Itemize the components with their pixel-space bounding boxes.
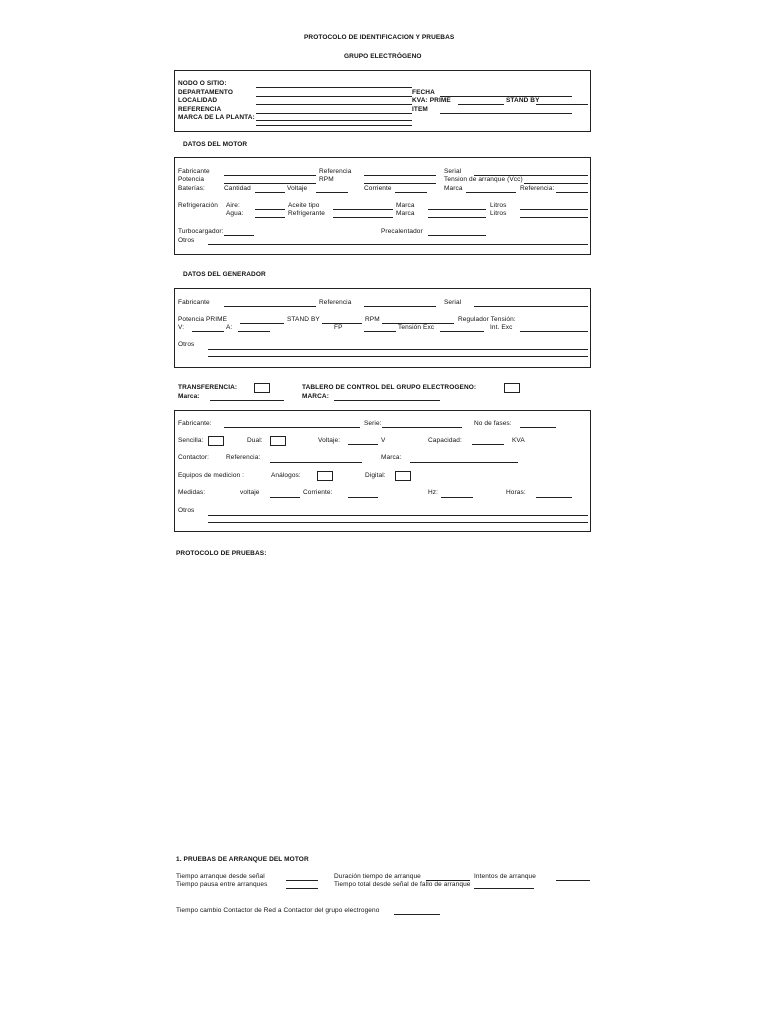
motor-refrigerante-field[interactable] xyxy=(333,217,393,218)
departamento-field[interactable] xyxy=(256,96,412,97)
motor-potencia-label: Potencia xyxy=(178,176,205,183)
page-title: PROTOCOLO DE IDENTIFICACION Y PRUEBAS xyxy=(304,34,455,41)
motor-turbocargador-field[interactable] xyxy=(224,235,254,236)
tr-fabricante-field[interactable] xyxy=(224,427,360,428)
marca-planta-field[interactable] xyxy=(256,120,412,121)
tablero-marca-field[interactable] xyxy=(334,400,440,401)
tr-referencia-label: Referencia: xyxy=(226,454,261,461)
pruebas-arranque-title: 1. PRUEBAS DE ARRANQUE DEL MOTOR xyxy=(176,856,309,863)
transferencia-checkbox[interactable] xyxy=(254,383,270,393)
gen-otros-label: Otros xyxy=(178,341,195,348)
tr-sencilla-label: Sencilla: xyxy=(178,437,204,444)
localidad-field[interactable] xyxy=(256,104,412,105)
gen-rpm-label: RPM xyxy=(365,316,380,323)
gen-int-exc-label: Int. Exc xyxy=(490,324,513,331)
motor-potencia-field[interactable] xyxy=(224,183,316,184)
gen-referencia-label: Referencia xyxy=(319,299,352,306)
motor-tension-arranque-field[interactable] xyxy=(524,183,588,184)
tr-horas-field[interactable] xyxy=(536,497,572,498)
gen-v-field[interactable] xyxy=(192,331,224,332)
motor-litros-a-label: Litros xyxy=(490,202,507,209)
page-subtitle: GRUPO ELECTRÓGENO xyxy=(344,53,422,60)
motor-referencia2-label: Referencia: xyxy=(520,185,555,192)
nodo-label: NODO O SITIO: xyxy=(178,80,227,87)
gen-int-exc-field[interactable] xyxy=(520,331,588,332)
tr-kva-unit: KVA xyxy=(512,437,525,444)
tiempo-cambio-label: Tiempo cambio Contactor de Red a Contactor del grupo electrogeno xyxy=(176,907,380,914)
tr-analogos-checkbox[interactable] xyxy=(317,471,333,481)
motor-baterias-label: Baterías: xyxy=(178,185,205,192)
tr-serie-field[interactable] xyxy=(382,427,462,428)
motor-aceite-tipo-field[interactable] xyxy=(333,209,393,210)
tr-v-unit: V xyxy=(381,437,386,444)
tablero-label: TABLERO DE CONTROL DEL GRUPO ELECTROGENO: xyxy=(302,384,477,391)
tiempo-total-label: Tiempo total desde señal de fallo de arranque xyxy=(334,881,471,888)
motor-fabricante-label: Fabricante xyxy=(178,168,210,175)
motor-rpm-label: RPM xyxy=(319,176,334,183)
gen-tension-exc-label: Tensión Exc xyxy=(398,324,435,331)
motor-tension-arranque-label: Tension de arranque (Vcc) xyxy=(444,176,523,183)
motor-litros-b-field[interactable] xyxy=(520,217,588,218)
gen-stand-by-label: STAND BY xyxy=(287,316,320,323)
tr-marca-label: Marca: xyxy=(381,454,402,461)
marca-planta-field-2[interactable] xyxy=(256,125,412,126)
motor-litros-b-label: Litros xyxy=(490,210,507,217)
tr-marca-field[interactable] xyxy=(410,462,518,463)
tr-dual-checkbox[interactable] xyxy=(270,436,286,446)
transferencia-marca-label: Marca: xyxy=(178,393,200,400)
tr-referencia-field[interactable] xyxy=(270,462,362,463)
motor-referencia-field[interactable] xyxy=(364,175,436,176)
motor-marca-label: Marca xyxy=(444,185,463,192)
gen-fp-label: FP xyxy=(334,324,343,331)
motor-corriente-field[interactable] xyxy=(395,192,427,193)
intentos-field[interactable] xyxy=(556,880,590,881)
motor-aceite-tipo-label: Aceite tipo xyxy=(288,202,320,209)
gen-fabricante-label: Fabricante xyxy=(178,299,210,306)
tr-digital-checkbox[interactable] xyxy=(395,471,411,481)
item-label: ITEM xyxy=(412,106,428,113)
tr-otros-field-1[interactable] xyxy=(208,515,588,516)
tr-voltaje-label: Voltaje: xyxy=(318,437,341,444)
tr-corriente-label: Corriente: xyxy=(303,489,333,496)
motor-otros-field[interactable] xyxy=(208,244,588,245)
tr-analogos-label: Análogos: xyxy=(271,472,301,479)
gen-fp-field[interactable] xyxy=(364,331,396,332)
motor-serial-label: Serial xyxy=(444,168,462,175)
item-field[interactable] xyxy=(440,113,572,114)
motor-referencia2-field[interactable] xyxy=(556,192,588,193)
motor-marca-b-field[interactable] xyxy=(428,217,486,218)
motor-corriente-label: Corriente xyxy=(364,185,392,192)
motor-agua-field[interactable] xyxy=(255,217,285,218)
localidad-label: LOCALIDAD xyxy=(178,97,218,104)
motor-precalentador-field[interactable] xyxy=(428,235,486,236)
motor-litros-a-field[interactable] xyxy=(520,209,588,210)
motor-precalentador-label: Precalentador xyxy=(381,228,423,235)
tr-hz-field[interactable] xyxy=(441,497,473,498)
motor-marca-a-field[interactable] xyxy=(428,209,486,210)
motor-section-title: DATOS DEL MOTOR xyxy=(183,141,248,148)
generador-section-title: DATOS DEL GENERADOR xyxy=(183,271,266,278)
tablero-checkbox[interactable] xyxy=(504,383,520,393)
gen-potencia-prime-field[interactable] xyxy=(240,323,284,324)
gen-otros-field-2[interactable] xyxy=(208,356,588,357)
tr-no-fases-field[interactable] xyxy=(520,427,556,428)
tr-capacidad-field[interactable] xyxy=(472,444,504,445)
gen-serial-field[interactable] xyxy=(474,306,588,307)
tiempo-arranque-label: Tiempo arranque desde señal xyxy=(176,873,265,880)
motor-referencia-label: Referencia xyxy=(319,168,352,175)
motor-fabricante-field[interactable] xyxy=(224,175,316,176)
gen-otros-field-1[interactable] xyxy=(208,349,588,350)
motor-voltaje-label: Voltaje xyxy=(287,185,308,192)
motor-voltaje-field[interactable] xyxy=(316,192,348,193)
tr-serie-label: Serie: xyxy=(364,420,382,427)
nodo-field[interactable] xyxy=(256,87,412,88)
gen-a-label: A: xyxy=(226,324,233,331)
tr-digital-label: Digital: xyxy=(365,472,386,479)
gen-referencia-field[interactable] xyxy=(364,306,436,307)
tr-contactor-label: Contactor: xyxy=(178,454,209,461)
tr-horas-label: Horas: xyxy=(506,489,526,496)
motor-marca-b-label: Marca xyxy=(396,210,415,217)
motor-agua-label: Agua: xyxy=(226,210,244,217)
intentos-label: Intentos de arranque xyxy=(474,873,536,880)
motor-cantidad-label: Cantidad xyxy=(224,185,251,192)
tr-otros-label: Otros xyxy=(178,507,195,514)
tr-sencilla-checkbox[interactable] xyxy=(208,436,224,446)
tiempo-cambio-field[interactable] xyxy=(394,914,440,915)
referencia-field[interactable] xyxy=(256,113,412,114)
motor-marca-field[interactable] xyxy=(466,192,516,193)
tiempo-total-field[interactable] xyxy=(474,888,534,889)
motor-turbocargador-label: Turbocargador: xyxy=(178,228,224,235)
referencia-label: REFERENCIA xyxy=(178,106,222,113)
gen-v-label: V: xyxy=(178,324,185,331)
motor-otros-label: Otros xyxy=(178,237,195,244)
gen-fabricante-field[interactable] xyxy=(224,306,316,307)
tiempo-arranque-field[interactable] xyxy=(286,880,318,881)
stand-by-label: STAND BY xyxy=(506,97,540,104)
tr-dual-label: Dual: xyxy=(247,437,263,444)
motor-rpm-field[interactable] xyxy=(364,183,436,184)
motor-cantidad-field[interactable] xyxy=(255,192,285,193)
marca-planta-label: MARCA DE LA PLANTA: xyxy=(178,114,255,121)
protocolo-pruebas-label: PROTOCOLO DE PRUEBAS: xyxy=(176,550,267,557)
tr-voltaje2-field[interactable] xyxy=(270,497,300,498)
transferencia-box xyxy=(174,410,591,532)
tr-medidas-label: Medidas: xyxy=(178,489,206,496)
motor-aire-field[interactable] xyxy=(255,209,285,210)
tr-voltaje-field[interactable] xyxy=(348,444,378,445)
departamento-label: DEPARTAMENTO xyxy=(178,89,234,96)
gen-a-field[interactable] xyxy=(238,331,270,332)
tr-voltaje2-label: voltaje xyxy=(240,489,260,496)
motor-refrigerante-label: Refrigerante xyxy=(288,210,325,217)
stand-by-field[interactable] xyxy=(536,104,588,105)
tiempo-pausa-field[interactable] xyxy=(286,888,318,889)
fecha-label: FECHA xyxy=(412,89,435,96)
tr-capacidad-label: Capacidad: xyxy=(428,437,462,444)
gen-tension-exc-field[interactable] xyxy=(440,331,484,332)
motor-marca-a-label: Marca xyxy=(396,202,415,209)
motor-aire-label: Aire: xyxy=(226,202,240,209)
tr-no-fases-label: No de fases: xyxy=(474,420,512,427)
gen-serial-label: Serial xyxy=(444,299,462,306)
tr-hz-label: Hz: xyxy=(428,489,439,496)
tablero-marca-label: MARCA: xyxy=(302,393,329,400)
tr-equipos-label: Equipos de medicion : xyxy=(178,472,245,479)
tiempo-pausa-label: Tiempo pausa entre arranques xyxy=(176,881,268,888)
tr-corriente-field[interactable] xyxy=(348,497,378,498)
tr-fabricante-label: Fabricante: xyxy=(178,420,212,427)
gen-potencia-prime-label: Potencia PRIME xyxy=(178,316,228,323)
kva-prime-label: KVA: PRIME xyxy=(412,97,451,104)
transferencia-label: TRANSFERENCIA: xyxy=(178,384,238,391)
tr-otros-field-2[interactable] xyxy=(208,522,588,523)
motor-refrigeracion-label: Refrigeración xyxy=(178,202,218,209)
transferencia-marca-field[interactable] xyxy=(210,400,284,401)
duracion-label: Duración tiempo de arranque xyxy=(334,873,421,880)
kva-prime-field[interactable] xyxy=(458,104,504,105)
gen-regulador-label: Regulador Tensión: xyxy=(458,316,516,323)
